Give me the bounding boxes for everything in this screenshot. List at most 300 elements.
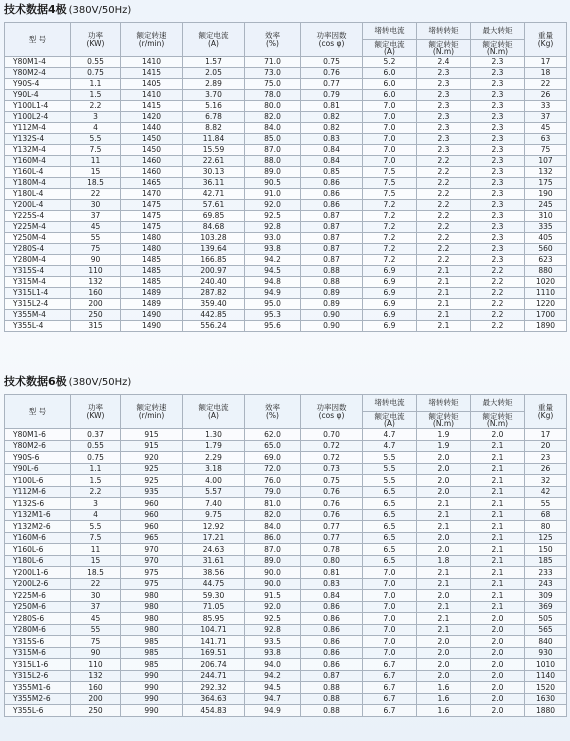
cell-locked-current-ratio: 7.0 [363, 112, 417, 123]
table-6-pole-voltage: (380V/50Hz) [68, 377, 132, 388]
cell-locked-torque-ratio: 2.1 [417, 521, 471, 533]
cell-weight: 23 [525, 452, 567, 464]
cell-locked-torque-ratio: 2.1 [417, 509, 471, 521]
cell-power: 75 [71, 636, 121, 648]
cell-model: Y355M-4 [5, 310, 71, 321]
header-power-label: 功率 [88, 31, 103, 40]
table-row [5, 647, 567, 659]
cell-max-torque-ratio: 2.1 [471, 463, 525, 475]
cell-power-factor: 0.87 [301, 233, 363, 244]
cell-current: 8.82 [183, 123, 245, 134]
cell-speed: 975 [121, 567, 183, 579]
header-efficiency [245, 23, 301, 57]
cell-power-factor: 0.88 [301, 266, 363, 277]
table-4-pole-title [4, 2, 131, 18]
cell-power-factor: 0.86 [301, 659, 363, 671]
cell-weight: 405 [525, 233, 567, 244]
cell-weight: 190 [525, 189, 567, 200]
cell-locked-torque-ratio: 1.9 [417, 440, 471, 452]
cell-model: Y160L-4 [5, 167, 71, 178]
cell-efficiency: 92.5 [245, 211, 301, 222]
cell-weight: 17 [525, 429, 567, 441]
cell-max-torque-ratio: 2.2 [471, 321, 525, 332]
cell-power-factor: 0.86 [301, 613, 363, 625]
cell-max-torque-ratio: 2.3 [471, 233, 525, 244]
cell-locked-current-ratio: 6.5 [363, 532, 417, 544]
cell-weight: 623 [525, 255, 567, 266]
header-current-unit: (A) [208, 410, 219, 420]
cell-power: 0.55 [71, 440, 121, 452]
table-row [5, 601, 567, 613]
cell-max-torque-ratio: 2.1 [471, 532, 525, 544]
cell-power: 90 [71, 255, 121, 266]
header-current [183, 23, 245, 57]
cell-weight: 1700 [525, 310, 567, 321]
cell-current: 9.75 [183, 509, 245, 521]
cell-weight: 243 [525, 578, 567, 590]
cell-locked-current-ratio: 6.9 [363, 299, 417, 310]
cell-locked-current-ratio: 6.9 [363, 288, 417, 299]
cell-power-factor: 0.77 [301, 521, 363, 533]
cell-model: Y225M-6 [5, 590, 71, 602]
cell-efficiency: 92.8 [245, 222, 301, 233]
cell-power-factor: 0.76 [301, 509, 363, 521]
cell-power: 22 [71, 189, 121, 200]
cell-efficiency: 78.0 [245, 90, 301, 101]
header-efficiency-unit: (%) [266, 38, 279, 48]
cell-speed: 1450 [121, 145, 183, 156]
cell-power-factor: 0.87 [301, 255, 363, 266]
cell-efficiency: 94.0 [245, 659, 301, 671]
cell-current: 4.00 [183, 475, 245, 487]
cell-current: 2.29 [183, 452, 245, 464]
cell-power: 45 [71, 613, 121, 625]
cell-speed: 985 [121, 647, 183, 659]
cell-max-torque-ratio: 2.1 [471, 452, 525, 464]
cell-current: 166.85 [183, 255, 245, 266]
table-6-pole-header [5, 395, 567, 429]
table-row [5, 222, 567, 233]
cell-max-torque-ratio: 2.1 [471, 509, 525, 521]
cell-model: Y355M2-6 [5, 693, 71, 705]
cell-speed: 1415 [121, 68, 183, 79]
cell-efficiency: 92.0 [245, 200, 301, 211]
cell-weight: 42 [525, 486, 567, 498]
cell-model: Y90S-6 [5, 452, 71, 464]
header-efficiency-unit: (%) [266, 410, 279, 420]
cell-locked-current-ratio: 6.5 [363, 521, 417, 533]
cell-power: 0.55 [71, 57, 121, 68]
cell-speed: 1485 [121, 277, 183, 288]
cell-power: 37 [71, 211, 121, 222]
cell-locked-current-ratio: 5.5 [363, 452, 417, 464]
cell-model: Y280M-4 [5, 255, 71, 266]
table-row [5, 659, 567, 671]
cell-weight: 1110 [525, 288, 567, 299]
cell-power-factor: 0.84 [301, 145, 363, 156]
header-locked-current-top: 堵转电流 [363, 23, 417, 40]
cell-locked-current-ratio: 7.0 [363, 145, 417, 156]
table-row [5, 636, 567, 648]
table-row [5, 705, 567, 717]
cell-max-torque-ratio: 2.0 [471, 647, 525, 659]
cell-max-torque-ratio: 2.3 [471, 255, 525, 266]
table-row [5, 101, 567, 112]
cell-current: 141.71 [183, 636, 245, 648]
cell-power: 0.75 [71, 452, 121, 464]
cell-locked-torque-ratio: 2.1 [417, 601, 471, 613]
table-row [5, 532, 567, 544]
cell-current: 36.11 [183, 178, 245, 189]
cell-weight: 1010 [525, 659, 567, 671]
cell-power: 160 [71, 682, 121, 694]
cell-current: 17.21 [183, 532, 245, 544]
cell-efficiency: 84.0 [245, 521, 301, 533]
header-efficiency [245, 395, 301, 429]
cell-current: 139.64 [183, 244, 245, 255]
cell-efficiency: 94.2 [245, 670, 301, 682]
cell-model: Y80M2-4 [5, 68, 71, 79]
table-row [5, 189, 567, 200]
cell-locked-torque-ratio: 2.0 [417, 544, 471, 556]
cell-weight: 505 [525, 613, 567, 625]
table-row [5, 624, 567, 636]
cell-power: 45 [71, 222, 121, 233]
cell-power-factor: 0.88 [301, 693, 363, 705]
cell-weight: 33 [525, 101, 567, 112]
table-row [5, 68, 567, 79]
cell-power-factor: 0.77 [301, 532, 363, 544]
cell-model: Y315S-4 [5, 266, 71, 277]
cell-max-torque-ratio: 2.1 [471, 440, 525, 452]
table-4-pole-body [5, 57, 567, 332]
cell-weight: 840 [525, 636, 567, 648]
table-4-pole-title-text: 技术数据4极 [4, 3, 67, 16]
cell-power: 315 [71, 321, 121, 332]
cell-efficiency: 88.0 [245, 156, 301, 167]
cell-power: 15 [71, 167, 121, 178]
cell-locked-current-ratio: 6.0 [363, 68, 417, 79]
table-row [5, 145, 567, 156]
cell-efficiency: 87.0 [245, 145, 301, 156]
cell-power-factor: 0.76 [301, 68, 363, 79]
cell-locked-current-ratio: 6.7 [363, 693, 417, 705]
cell-locked-current-ratio: 7.0 [363, 613, 417, 625]
cell-locked-current-ratio: 6.0 [363, 79, 417, 90]
cell-weight: 63 [525, 134, 567, 145]
cell-weight: 1020 [525, 277, 567, 288]
cell-power-factor: 0.87 [301, 222, 363, 233]
cell-speed: 1410 [121, 90, 183, 101]
cell-speed: 935 [121, 486, 183, 498]
cell-locked-current-ratio: 7.0 [363, 134, 417, 145]
cell-power: 7.5 [71, 145, 121, 156]
cell-locked-current-ratio: 7.0 [363, 590, 417, 602]
cell-max-torque-ratio: 2.1 [471, 601, 525, 613]
cell-model: Y132S-6 [5, 498, 71, 510]
cell-power: 200 [71, 693, 121, 705]
cell-model: Y160M-4 [5, 156, 71, 167]
cell-efficiency: 95.0 [245, 299, 301, 310]
cell-model: Y250M-4 [5, 233, 71, 244]
cell-current: 30.13 [183, 167, 245, 178]
cell-efficiency: 85.0 [245, 134, 301, 145]
cell-locked-torque-ratio: 2.2 [417, 244, 471, 255]
cell-efficiency: 92.5 [245, 613, 301, 625]
header-locked-torque-bottom-label: 额定转矩 [428, 411, 459, 421]
cell-speed: 1405 [121, 79, 183, 90]
cell-max-torque-ratio: 2.1 [471, 555, 525, 567]
cell-locked-current-ratio: 6.5 [363, 498, 417, 510]
table-4-pole [4, 22, 567, 332]
cell-current: 442.85 [183, 310, 245, 321]
cell-model: Y180L-4 [5, 189, 71, 200]
header-speed-unit: (r/min) [138, 38, 165, 48]
cell-max-torque-ratio: 2.0 [471, 682, 525, 694]
cell-efficiency: 76.0 [245, 475, 301, 487]
cell-weight: 32 [525, 475, 567, 487]
table-4-pole-header [5, 23, 567, 57]
cell-max-torque-ratio: 2.3 [471, 68, 525, 79]
cell-max-torque-ratio: 2.1 [471, 521, 525, 533]
cell-locked-torque-ratio: 2.3 [417, 68, 471, 79]
cell-speed: 985 [121, 659, 183, 671]
cell-power-factor: 0.75 [301, 57, 363, 68]
cell-model: Y132M2-6 [5, 521, 71, 533]
cell-current: 287.82 [183, 288, 245, 299]
cell-model: Y90L-4 [5, 90, 71, 101]
table-row [5, 682, 567, 694]
cell-model: Y200L1-6 [5, 567, 71, 579]
cell-power: 11 [71, 156, 121, 167]
cell-weight: 75 [525, 145, 567, 156]
cell-weight: 55 [525, 498, 567, 510]
cell-power-factor: 0.87 [301, 244, 363, 255]
cell-speed: 1465 [121, 178, 183, 189]
cell-efficiency: 75.0 [245, 79, 301, 90]
cell-locked-current-ratio: 7.0 [363, 624, 417, 636]
cell-weight: 369 [525, 601, 567, 613]
cell-efficiency: 91.5 [245, 590, 301, 602]
cell-locked-torque-ratio: 2.3 [417, 134, 471, 145]
cell-speed: 970 [121, 544, 183, 556]
cell-speed: 1420 [121, 112, 183, 123]
header-power-unit: (KW) [86, 410, 105, 420]
cell-efficiency: 69.0 [245, 452, 301, 464]
table-row [5, 277, 567, 288]
table-row [5, 486, 567, 498]
cell-weight: 132 [525, 167, 567, 178]
cell-power-factor: 0.85 [301, 167, 363, 178]
cell-locked-torque-ratio: 2.3 [417, 123, 471, 134]
cell-efficiency: 82.0 [245, 509, 301, 521]
cell-max-torque-ratio: 2.0 [471, 705, 525, 717]
header-max-torque-bottom [471, 412, 525, 429]
cell-power-factor: 0.75 [301, 475, 363, 487]
cell-efficiency: 92.8 [245, 624, 301, 636]
cell-current: 7.40 [183, 498, 245, 510]
cell-model: Y100L1-4 [5, 101, 71, 112]
cell-current: 22.61 [183, 156, 245, 167]
cell-locked-current-ratio: 7.2 [363, 255, 417, 266]
cell-speed: 990 [121, 705, 183, 717]
cell-current: 85.95 [183, 613, 245, 625]
header-speed [121, 23, 183, 57]
cell-locked-torque-ratio: 2.0 [417, 452, 471, 464]
cell-weight: 245 [525, 200, 567, 211]
cell-weight: 22 [525, 79, 567, 90]
cell-efficiency: 90.0 [245, 578, 301, 590]
cell-locked-current-ratio: 6.5 [363, 509, 417, 521]
header-power-factor [301, 23, 363, 57]
cell-model: Y112M-6 [5, 486, 71, 498]
cell-speed: 1480 [121, 244, 183, 255]
cell-power-factor: 0.76 [301, 498, 363, 510]
cell-weight: 175 [525, 178, 567, 189]
table-row [5, 156, 567, 167]
cell-power-factor: 0.83 [301, 134, 363, 145]
cell-power: 1.5 [71, 90, 121, 101]
cell-power: 15 [71, 555, 121, 567]
table-row [5, 578, 567, 590]
table-row [5, 79, 567, 90]
table-row [5, 266, 567, 277]
cell-current: 240.40 [183, 277, 245, 288]
cell-locked-current-ratio: 7.2 [363, 211, 417, 222]
cell-weight: 17 [525, 57, 567, 68]
table-6-pole-title-text: 技术数据6极 [4, 375, 67, 388]
cell-model: Y132S-4 [5, 134, 71, 145]
header-weight-unit: (Kg) [537, 410, 554, 420]
cell-power: 5.5 [71, 134, 121, 145]
cell-power-factor: 0.77 [301, 79, 363, 90]
cell-model: Y315L2-6 [5, 670, 71, 682]
cell-power-factor: 0.72 [301, 440, 363, 452]
cell-locked-torque-ratio: 2.1 [417, 613, 471, 625]
cell-power: 18.5 [71, 567, 121, 579]
table-row [5, 255, 567, 266]
cell-efficiency: 90.0 [245, 567, 301, 579]
header-current-unit: (A) [208, 38, 219, 48]
cell-power-factor: 0.86 [301, 601, 363, 613]
cell-locked-torque-ratio: 1.6 [417, 705, 471, 717]
cell-current: 24.63 [183, 544, 245, 556]
cell-efficiency: 93.8 [245, 647, 301, 659]
table-row [5, 498, 567, 510]
cell-locked-torque-ratio: 2.1 [417, 277, 471, 288]
cell-power: 1.5 [71, 475, 121, 487]
cell-power-factor: 0.81 [301, 101, 363, 112]
header-weight [525, 23, 567, 57]
header-max-torque-unit: (N.m) [486, 47, 509, 56]
cell-locked-torque-ratio: 2.3 [417, 79, 471, 90]
cell-max-torque-ratio: 2.3 [471, 222, 525, 233]
cell-power-factor: 0.80 [301, 555, 363, 567]
cell-current: 31.61 [183, 555, 245, 567]
cell-model: Y280M-6 [5, 624, 71, 636]
cell-model: Y315M-6 [5, 647, 71, 659]
cell-locked-current-ratio: 6.9 [363, 266, 417, 277]
cell-max-torque-ratio: 2.1 [471, 486, 525, 498]
cell-efficiency: 71.0 [245, 57, 301, 68]
cell-current: 556.24 [183, 321, 245, 332]
cell-power-factor: 0.86 [301, 647, 363, 659]
cell-model: Y90S-4 [5, 79, 71, 90]
header-speed [121, 395, 183, 429]
cell-locked-current-ratio: 7.0 [363, 101, 417, 112]
cell-power-factor: 0.73 [301, 463, 363, 475]
cell-max-torque-ratio: 2.3 [471, 211, 525, 222]
cell-max-torque-ratio: 2.3 [471, 112, 525, 123]
cell-locked-current-ratio: 6.5 [363, 555, 417, 567]
cell-power-factor: 0.79 [301, 90, 363, 101]
cell-efficiency: 86.0 [245, 532, 301, 544]
cell-weight: 233 [525, 567, 567, 579]
cell-power-factor: 0.76 [301, 486, 363, 498]
header-power-unit: (KW) [86, 38, 105, 48]
cell-power: 1.1 [71, 79, 121, 90]
cell-max-torque-ratio: 2.0 [471, 670, 525, 682]
cell-max-torque-ratio: 2.2 [471, 277, 525, 288]
cell-locked-current-ratio: 6.9 [363, 321, 417, 332]
cell-max-torque-ratio: 2.3 [471, 134, 525, 145]
cell-current: 244.71 [183, 670, 245, 682]
header-max-torque-bottom-label: 额定转矩 [482, 39, 513, 49]
cell-power: 75 [71, 244, 121, 255]
cell-locked-torque-ratio: 2.2 [417, 156, 471, 167]
cell-speed: 1450 [121, 134, 183, 145]
cell-power-factor: 0.86 [301, 624, 363, 636]
cell-max-torque-ratio: 2.3 [471, 178, 525, 189]
cell-weight: 1890 [525, 321, 567, 332]
cell-locked-torque-ratio: 2.1 [417, 624, 471, 636]
header-model: 型 号 [5, 23, 71, 57]
cell-power: 30 [71, 200, 121, 211]
cell-weight: 18 [525, 68, 567, 79]
cell-max-torque-ratio: 2.3 [471, 123, 525, 134]
cell-model: Y315S-6 [5, 636, 71, 648]
cell-locked-torque-ratio: 2.0 [417, 532, 471, 544]
cell-power: 30 [71, 590, 121, 602]
cell-locked-current-ratio: 6.7 [363, 659, 417, 671]
cell-power-factor: 0.86 [301, 189, 363, 200]
cell-efficiency: 95.3 [245, 310, 301, 321]
cell-model: Y355L-6 [5, 705, 71, 717]
cell-power: 250 [71, 310, 121, 321]
cell-weight: 1140 [525, 670, 567, 682]
cell-current: 359.40 [183, 299, 245, 310]
table-row [5, 544, 567, 556]
cell-max-torque-ratio: 2.1 [471, 544, 525, 556]
cell-locked-current-ratio: 7.5 [363, 189, 417, 200]
cell-model: Y180M-4 [5, 178, 71, 189]
cell-efficiency: 94.7 [245, 693, 301, 705]
header-efficiency-label: 效率 [265, 403, 280, 412]
cell-locked-torque-ratio: 1.8 [417, 555, 471, 567]
cell-efficiency: 90.5 [245, 178, 301, 189]
header-locked-torque-unit: (N.m) [432, 47, 455, 56]
cell-model: Y315L1-4 [5, 288, 71, 299]
cell-power-factor: 0.88 [301, 705, 363, 717]
cell-power-factor: 0.72 [301, 452, 363, 464]
cell-model: Y315L2-4 [5, 299, 71, 310]
table-row [5, 475, 567, 487]
cell-efficiency: 93.0 [245, 233, 301, 244]
cell-current: 12.92 [183, 521, 245, 533]
cell-current: 42.71 [183, 189, 245, 200]
cell-efficiency: 92.0 [245, 601, 301, 613]
cell-efficiency: 94.5 [245, 682, 301, 694]
